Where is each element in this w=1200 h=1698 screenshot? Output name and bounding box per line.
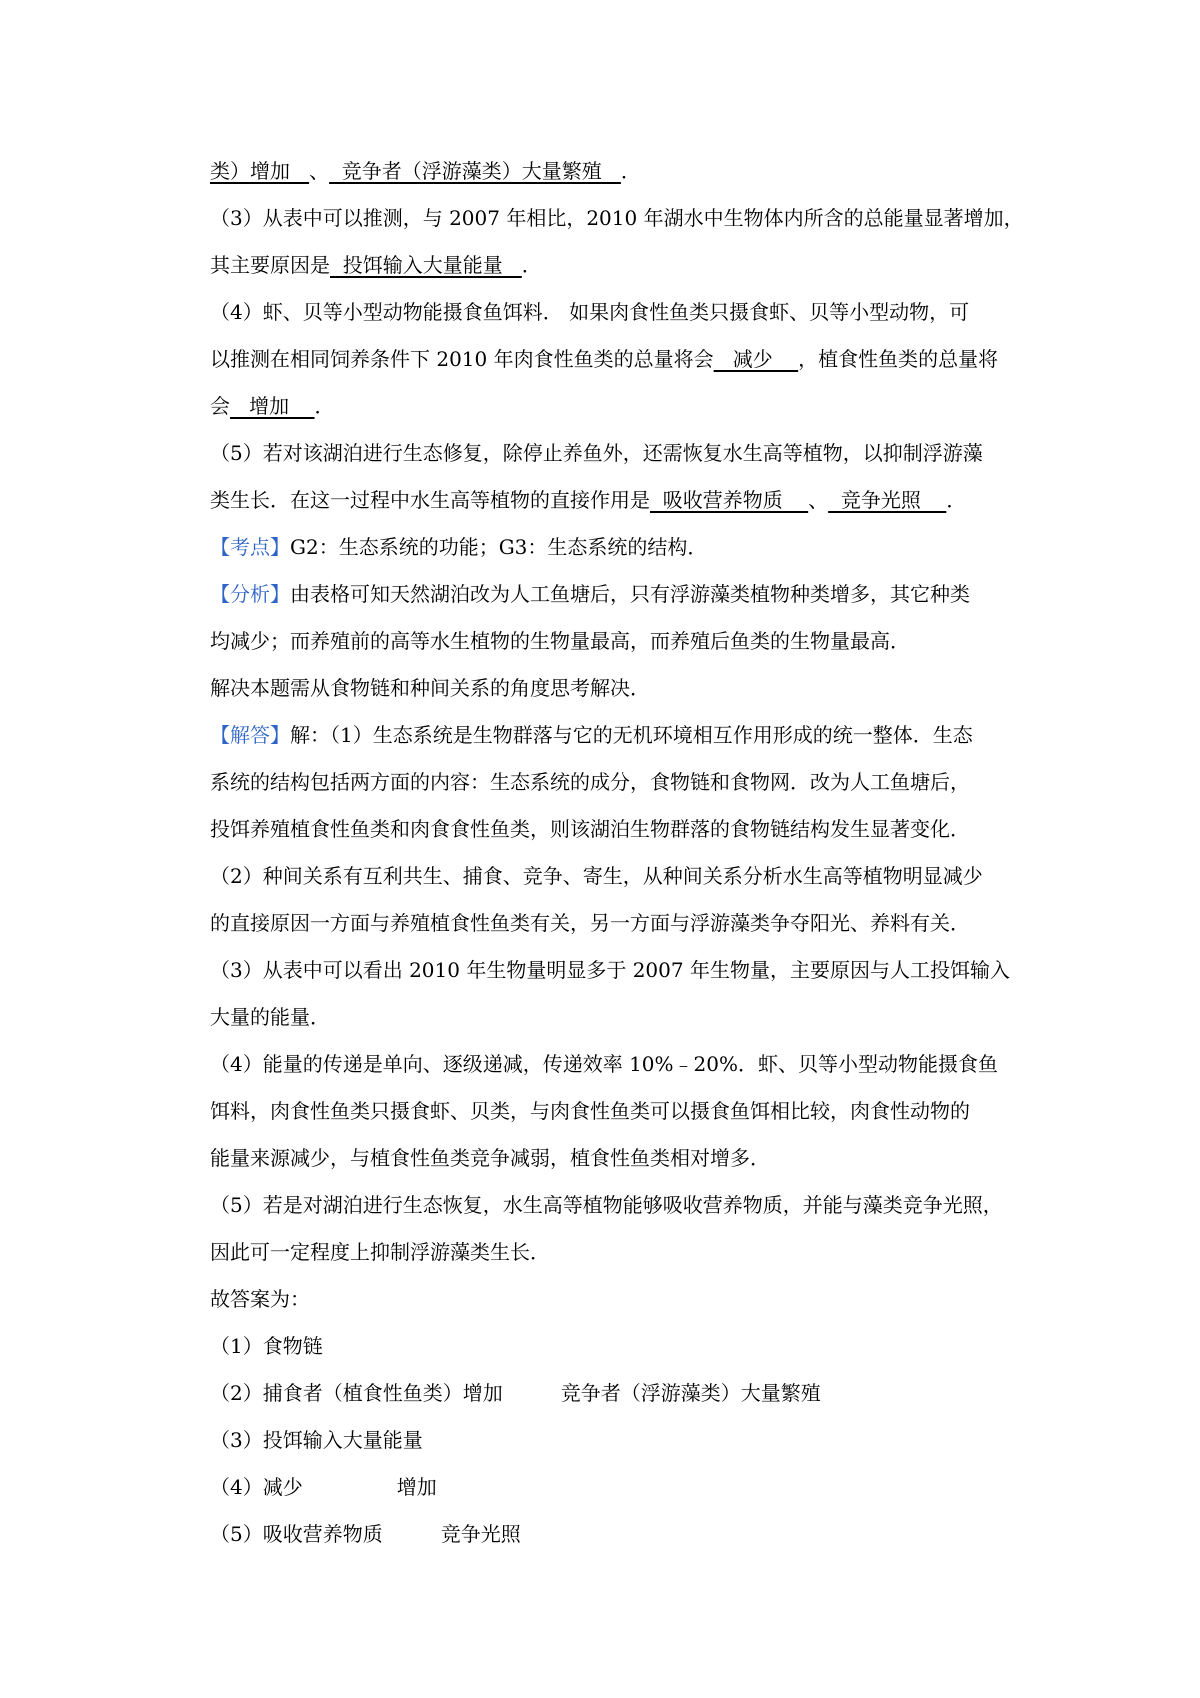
- text-segment: （3）从表中可以推测，与 2007 年相比，2010 年湖水中生物体内所含的总能量显著增加，: [210, 206, 1024, 230]
- text-line: [210, 383, 1030, 430]
- text-segment: 大量的能量．: [210, 1005, 330, 1029]
- section-tag: 【考点】: [210, 535, 290, 559]
- text-segment: （4）虾、贝等小型动物能摄食鱼饵料． 如果肉食性鱼类只摄食虾、贝等小型动物，可: [210, 300, 970, 324]
- text-segment: 的直接原因一方面与养殖植食性鱼类有关，另一方面与浮游藻类争夺阳光、养料有关．: [210, 911, 970, 935]
- text-segment: 以推测在相同饲养条件下 2010 年肉食性鱼类的总量将会: [210, 347, 714, 371]
- text-segment: （4）减少: [210, 1475, 303, 1499]
- text-segment: 因此可一定程度上抑制浮游藻类生长．: [210, 1240, 550, 1264]
- text-segment: 故答案为：: [210, 1287, 310, 1311]
- answer-blank: 类）增加: [210, 159, 310, 183]
- text-segment: 均减少；而养殖前的高等水生植物的生物量最高，而养殖后鱼类的生物量最高．: [210, 629, 910, 653]
- text-segment: （3）投饵输入大量能量: [210, 1428, 423, 1452]
- text-line: [210, 900, 1030, 947]
- text-segment: 能量来源减少，与植食性鱼类竞争减弱，植食性鱼类相对增多．: [210, 1146, 770, 1170]
- text-line: [210, 618, 1030, 665]
- text-segment: 竞争者（浮游藻类）大量繁殖: [560, 1381, 821, 1405]
- text-segment: ．: [521, 253, 542, 277]
- answer-blank: 增加: [230, 394, 315, 418]
- text-segment: 增加: [396, 1475, 437, 1499]
- text-line: [210, 1041, 1030, 1088]
- answer-text-body: [210, 148, 1030, 1558]
- text-line: [210, 195, 1030, 242]
- text-segment: （4）能量的传递是单向、逐级递减，传递效率 10%﹣20%．虾、贝等小型动物能摄食鱼: [210, 1052, 998, 1076]
- text-segment: 、: [808, 488, 829, 512]
- text-line: [210, 1323, 1030, 1370]
- text-segment: （3）从表中可以看出 2010 年生物量明显多于 2007 年生物量，主要原因与人工投饵输入: [210, 958, 1010, 982]
- text-segment: 投饵养殖植食性鱼类和肉食食性鱼类，则该湖泊生物群落的食物链结构发生显著变化．: [210, 817, 970, 841]
- text-segment: 会: [210, 394, 230, 418]
- text-segment: （5）若对该湖泊进行生态修复，除停止养鱼外，还需恢复水生高等植物，以抑制浮游藻: [210, 441, 983, 465]
- text-segment: ，植食性鱼类的总量将: [798, 347, 999, 371]
- text-segment: 竞争光照: [440, 1522, 521, 1546]
- answer-blank: 减少: [713, 347, 799, 371]
- text-line: [210, 1511, 1030, 1558]
- text-line: [210, 759, 1030, 806]
- text-line: [210, 1135, 1030, 1182]
- text-line: [210, 1276, 1030, 1323]
- text-line: [210, 994, 1030, 1041]
- text-line: [210, 712, 1030, 759]
- answer-blank: 投饵输入大量能量: [330, 253, 522, 277]
- text-segment: 其主要原因是: [210, 253, 330, 277]
- text-line: [210, 336, 1030, 383]
- text-segment: （5）若是对湖泊进行生态恢复，水生高等植物能够吸收营养物质，并能与藻类竞争光照，: [210, 1193, 1003, 1217]
- text-line: [210, 806, 1030, 853]
- answer-blank: 竞争光照: [828, 488, 947, 512]
- text-line: [210, 1464, 1030, 1511]
- section-tag: 【解答】: [210, 723, 290, 747]
- text-segment: ．: [946, 488, 967, 512]
- text-segment: G2：生态系统的功能；G3：生态系统的结构．: [290, 535, 708, 559]
- text-segment: （2）种间关系有互利共生、捕食、竞争、寄生，从种间关系分析水生高等植物明显减少: [210, 864, 983, 888]
- text-line: [210, 1182, 1030, 1229]
- text-line: [210, 524, 1030, 571]
- text-line: [210, 477, 1030, 524]
- text-segment: ．: [314, 394, 335, 418]
- text-segment: 系统的结构包括两方面的内容：生态系统的成分，食物链和食物网．改为人工鱼塘后，: [210, 770, 970, 794]
- text-line: [210, 1417, 1030, 1464]
- text-line: [210, 148, 1030, 195]
- text-line: [210, 1370, 1030, 1417]
- section-tag: 【分析】: [210, 582, 290, 606]
- text-segment: 解：（1）生态系统是生物群落与它的无机环境相互作用形成的统一整体．生态: [290, 723, 973, 747]
- text-line: [210, 947, 1030, 994]
- text-line: [210, 665, 1030, 712]
- answer-blank: 吸收营养物质: [650, 488, 809, 512]
- text-segment: 解决本题需从食物链和种间关系的角度思考解决．: [210, 676, 650, 700]
- text-segment: （2）捕食者（植食性鱼类）增加: [210, 1381, 503, 1405]
- text-line: [210, 1229, 1030, 1276]
- text-line: [210, 242, 1030, 289]
- text-segment: ．: [620, 159, 641, 183]
- answer-blank: 竞争者（浮游藻类）大量繁殖: [329, 159, 621, 183]
- text-line: [210, 289, 1030, 336]
- text-segment: 饵料，肉食性鱼类只摄食虾、贝类，与肉食性鱼类可以摄食鱼饵相比较，肉食性动物的: [210, 1099, 970, 1123]
- text-line: [210, 1088, 1030, 1135]
- text-line: [210, 430, 1030, 477]
- text-line: [210, 853, 1030, 900]
- text-segment: （1）食物链: [210, 1334, 323, 1358]
- text-segment: （5）吸收营养物质: [210, 1522, 383, 1546]
- text-segment: 、: [309, 159, 330, 183]
- text-segment: 由表格可知天然湖泊改为人工鱼塘后，只有浮游藻类植物种类增多，其它种类: [290, 582, 970, 606]
- text-line: [210, 571, 1030, 618]
- text-segment: 类生长．在这一过程中水生高等植物的直接作用是: [210, 488, 650, 512]
